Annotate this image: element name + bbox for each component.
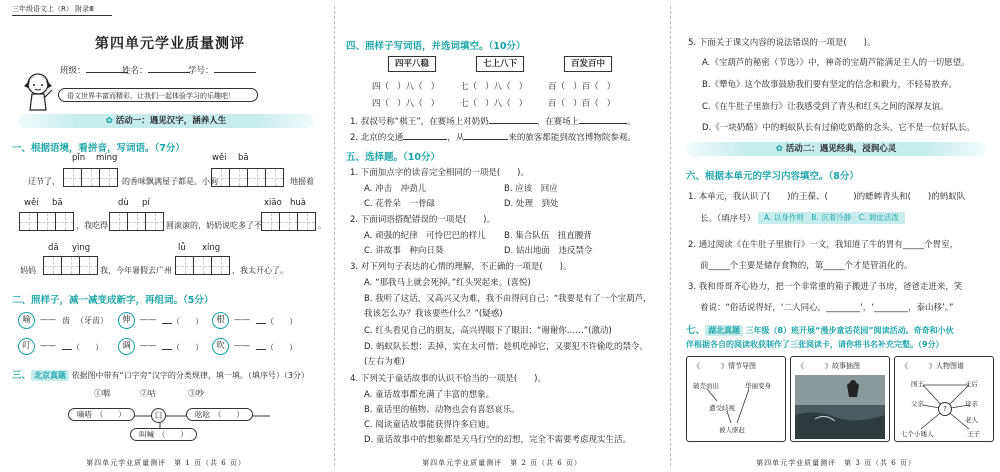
character-node: 七个小矮人 bbox=[901, 430, 934, 438]
example-idiom: 四平八稳 bbox=[388, 56, 436, 72]
option-d[interactable]: D. 蚂蚁队长想：丢掉，实在太可惜；趁机吃掉它，又要犯不许偷吃的禁令。(左右为难) bbox=[364, 342, 648, 367]
page-1 bbox=[0, 0, 332, 472]
option-a[interactable]: A.《宝葫芦的秘密（节选）》中，神奇的宝葫芦能满足主人的一切愿望。 bbox=[702, 58, 970, 68]
option-a[interactable]: A. “那我马上就会死掉。”红头哭起来。(喜悦) bbox=[364, 278, 531, 288]
answer-blank[interactable]: （ ） bbox=[162, 315, 203, 327]
dash: —— bbox=[40, 315, 56, 324]
cartoon-girl-icon bbox=[20, 70, 58, 116]
page-footer: 第四单元学业质量测评 第 3 页（共 6 页） bbox=[756, 459, 916, 467]
option-d[interactable]: D. 钻出地面 违反禁令 bbox=[504, 246, 593, 256]
q1-title: 一、根据语境，看拼音，写词语。（7分） bbox=[12, 143, 185, 154]
story-illustration bbox=[795, 375, 885, 439]
dash: —— bbox=[140, 341, 156, 350]
plot-node: 被人驱赶 bbox=[719, 426, 745, 434]
example-idiom: 七上八下 bbox=[476, 56, 524, 72]
answer-blank[interactable]: （ ） bbox=[256, 315, 297, 327]
option-d[interactable]: D. 处理 到处 bbox=[504, 199, 559, 209]
idiom-row-1[interactable]: 四（ ）八（ ） bbox=[372, 82, 440, 92]
q6-sentence-1[interactable]: 1. 本单元，我认识了( )的王葆、( )的蟋蟀青头和( )的蚂蚁队 bbox=[688, 192, 966, 202]
right-category[interactable]: 吆吆 （ ） bbox=[186, 408, 253, 421]
sentence-text: 地摇着 bbox=[290, 177, 314, 186]
option-b[interactable]: B.《犟龟》这个故事鼓励我们要有坚定的信念和毅力，不轻易放弃。 bbox=[702, 80, 958, 90]
pinyin: míng bbox=[96, 153, 118, 163]
page-divider bbox=[670, 6, 671, 466]
circled-char: 喻 bbox=[18, 312, 35, 329]
q7-title-2: 伴根据各自的阅读收获制作了三张阅读卡，请你将书名补充完整。（9分） bbox=[686, 340, 944, 349]
idiom-row-2[interactable]: 四（ ）八（ ） bbox=[372, 99, 440, 109]
example-word: （牙齿） bbox=[76, 316, 108, 325]
option-c[interactable]: C. 花骨朵 一骨碌 bbox=[364, 199, 435, 209]
pinyin: lǚ bbox=[178, 243, 186, 253]
sentence-text: ，我吃得 bbox=[76, 221, 108, 230]
question-stem: 1. 下面加点字的读音完全相同的一项是( )。 bbox=[350, 168, 529, 178]
answer-blank[interactable]: （ ） bbox=[62, 341, 103, 353]
option: ③吵 bbox=[188, 389, 204, 398]
character-node: 父亲 bbox=[911, 400, 924, 408]
q6-sentence-2b[interactable]: 前_____个主要是储存食物的，第_____个才是管消化的。 bbox=[700, 261, 913, 271]
option-d[interactable]: D. 童话故事中的想象都是天马行空的幻想，完全不需要考虑现实生活。 bbox=[364, 435, 631, 445]
q6-title: 六、根据本单元的学习内容填空。（8分） bbox=[686, 171, 859, 182]
q7-title: 七、 湖北真题 三年级（8）班开展“漫步童话花园”阅读活动。奇奇和小伙 bbox=[686, 325, 954, 336]
q6-sentence-3b[interactable]: 着说：“俗话说得好，‘二人同心，________’，‘________，泰山移’。” bbox=[700, 303, 954, 313]
idiom-row-1[interactable]: 百（ ）百（ ） bbox=[548, 82, 616, 92]
pinyin: bā bbox=[52, 198, 63, 208]
id-label: 学号： bbox=[188, 64, 256, 76]
option-c[interactable]: C. 红头看见自己的朋友，高兴得眼下了眼泪：“谢谢你……”(激动) bbox=[364, 326, 612, 336]
question-stem: 3. 对下列句子表达的心情的理解，不正确的一项是( )。 bbox=[350, 262, 572, 272]
page-2 bbox=[336, 0, 668, 472]
card-title[interactable]: 《 》人物图谱 bbox=[901, 362, 964, 370]
speech-bubble: 语文世界丰富而精彩，让我们一起体验学习的乐趣吧！ bbox=[58, 88, 258, 102]
q6-sentence-3[interactable]: 3. 我和哥哥齐心协力，把一个非常重的箱子搬进了书房，爸爸走进来，笑 bbox=[688, 282, 963, 292]
unknown-character: ? bbox=[938, 402, 952, 416]
q6-sentence-1b: 长。（填序号） bbox=[700, 214, 756, 224]
flower-icon: ✿ bbox=[775, 144, 786, 154]
reading-card-1 bbox=[686, 356, 786, 442]
question-stem: 5. 下面关于课文内容的说法错误的一项是( )。 bbox=[688, 38, 876, 48]
option-a[interactable]: A. 顽强的纪律 可怜巴巴的样儿 bbox=[364, 231, 486, 241]
card-title[interactable]: 《 》故事插图 bbox=[797, 362, 860, 370]
activity-2-banner: ✿ 活动二：遇见经典，浸润心灵 bbox=[686, 142, 986, 156]
class-label: 班级： bbox=[60, 64, 128, 76]
circled-char: 伸 bbox=[118, 312, 135, 329]
reading-card-3 bbox=[894, 356, 994, 442]
writing-grid[interactable] bbox=[176, 256, 230, 275]
activity-1-banner: ✿ 活动一：遇见汉字，涵养人生 bbox=[18, 114, 314, 128]
bottom-category[interactable]: 叫喊 （ ） bbox=[130, 428, 197, 441]
sentence-text: ，我太开心了。 bbox=[232, 266, 288, 275]
sentence-text: 妈妈 bbox=[20, 266, 36, 275]
q5-title: 五、选择题。（10分） bbox=[346, 152, 440, 163]
writing-grid[interactable] bbox=[262, 212, 316, 231]
q6-sentence-2[interactable]: 2. 通过阅读《在牛肚子里旅行》一文，我知道了牛的胃有_____个胃室， bbox=[688, 240, 959, 250]
idiom-row-2[interactable]: 七（ ）八（ ） bbox=[460, 99, 528, 109]
answer-blank[interactable]: （ ） bbox=[162, 341, 203, 353]
character-node: 老人 bbox=[965, 416, 978, 424]
page-title: 第四单元学业质量测评 bbox=[95, 36, 245, 52]
option-a[interactable]: A. 童话故事都充满了丰富的想象。 bbox=[364, 390, 495, 400]
q4-sentence-2[interactable]: 2. 北京的交通 ，从 来的旅客都能到故宫博物院参观。 bbox=[350, 133, 636, 143]
choice-b: B. 沉着冷静 bbox=[811, 213, 852, 222]
sentence-text: 我，今年暑假去广州 bbox=[100, 266, 172, 275]
plot-node: 华丽变身 bbox=[745, 382, 771, 390]
writing-grid[interactable] bbox=[64, 168, 118, 187]
circled-char: 调 bbox=[118, 338, 135, 355]
page-3 bbox=[672, 0, 1000, 472]
page-footer: 第四单元学业质量测评 第 1 页（共 6 页） bbox=[86, 459, 246, 467]
choice-c: C. 调皮活泼 bbox=[858, 213, 899, 222]
pinyin: pí bbox=[142, 198, 150, 208]
dash: —— bbox=[234, 341, 250, 350]
option-b[interactable]: B. 我听了这话，又高兴又为难，我不由得问自己：“我要是有了一个宝葫芦，我该怎么办？我该要些什么？”(疑惑) bbox=[364, 294, 652, 319]
option-b[interactable]: B. 童话里的植物、动物也会有喜怒哀乐。 bbox=[364, 405, 520, 415]
name-label: 姓名： bbox=[122, 64, 190, 76]
choice-a: A. 以身作则 bbox=[764, 213, 804, 222]
left-category[interactable]: 嘀嗒 （ ） bbox=[68, 408, 135, 421]
q4-title: 四、照样子写词语，并选词填空。（10分） bbox=[346, 41, 526, 52]
pinyin: wěi bbox=[212, 153, 227, 163]
q2-title: 二、照样子，减一减变成新字，再组词。（5分） bbox=[12, 295, 214, 306]
q3-title: 三、 北京真题 依据图中带有“口字旁”汉字的分类规律，填一填。（填序号）（3分） bbox=[12, 370, 309, 381]
pinyin: wěi bbox=[24, 198, 39, 208]
center-radical: 口 bbox=[151, 408, 166, 423]
dash: —— bbox=[140, 315, 156, 324]
circled-char: 根 bbox=[212, 312, 229, 329]
option-b[interactable]: B. 集合队伍 扭直腰背 bbox=[504, 231, 592, 241]
writing-grid[interactable] bbox=[20, 212, 74, 231]
pinyin: dù bbox=[118, 198, 129, 208]
option-c[interactable]: C.《在牛肚子里旅行》让我感受到了青头和红头之间的深厚友谊。 bbox=[702, 102, 949, 112]
option-d[interactable]: D.《一块奶酪》中的蚂蚁队长有过偷吃奶酪的念头，它不是一位好队长。 bbox=[702, 123, 975, 133]
q4-sentence-1[interactable]: 1. 叔叔号称“棋王”，在赛场上对奶奶 ，在赛场上 。 bbox=[350, 117, 636, 127]
idiom-row-2[interactable]: 百（ ）百（ ） bbox=[548, 99, 616, 109]
pinyin: huà bbox=[290, 198, 306, 208]
writing-grid[interactable] bbox=[44, 256, 98, 275]
character-node: 王子 bbox=[967, 430, 980, 438]
sentence-text: 迂节了， bbox=[28, 177, 60, 186]
plot-arrows bbox=[687, 357, 787, 443]
question-stem: 2. 下面词语搭配错误的一项是( )。 bbox=[350, 215, 495, 225]
pinyin: pǐn bbox=[72, 153, 86, 163]
choice-bar bbox=[758, 212, 905, 224]
pinyin: dǎ bbox=[48, 243, 59, 253]
card-title[interactable]: 《 》情节导图 bbox=[693, 362, 756, 370]
dash: —— bbox=[40, 341, 56, 350]
pinyin: xiāo bbox=[264, 198, 282, 208]
character-node: 母亲 bbox=[965, 400, 978, 408]
flower-icon: ✿ bbox=[105, 116, 116, 126]
pinyin: xíng bbox=[202, 243, 221, 253]
page-divider bbox=[334, 6, 335, 466]
answer-char: 齿 bbox=[62, 316, 70, 325]
character-node: 国王 bbox=[911, 380, 924, 388]
option-a[interactable]: A. 冲击 冲劲儿 bbox=[364, 184, 427, 194]
plot-node: 遭受歧视 bbox=[709, 404, 735, 412]
option: ②咕 bbox=[140, 389, 156, 398]
character-node: 王后 bbox=[965, 380, 978, 388]
question-stem: 4. 下列关于童话故事的认识不恰当的一项是( )。 bbox=[350, 374, 546, 384]
page-footer: 第四单元学业质量测评 第 2 页（共 6 页） bbox=[422, 459, 582, 467]
pinyin: bā bbox=[238, 153, 249, 163]
circled-char: 吹 bbox=[212, 338, 229, 355]
page-header: 三年级语文上（R） 附录Ⅲ bbox=[12, 4, 112, 16]
plot-node: 破壳而出 bbox=[693, 382, 719, 390]
writing-grid[interactable] bbox=[110, 212, 164, 231]
sentence-text: 。 bbox=[318, 221, 326, 230]
option-c[interactable]: C. 讲故事 种向日葵 bbox=[364, 246, 444, 256]
reading-card-2 bbox=[790, 356, 890, 442]
pinyin: yìng bbox=[72, 243, 91, 253]
option-b[interactable]: B. 应该 回应 bbox=[504, 184, 558, 194]
example-idiom: 百发百中 bbox=[564, 56, 612, 72]
option-c[interactable]: C. 阅读童话故事能获得许多启迪。 bbox=[364, 420, 495, 430]
sentence-text: 圆滚滚的，奶奶说吃多了不 bbox=[166, 221, 262, 230]
option: ①咽 bbox=[94, 389, 110, 398]
idiom-row-1[interactable]: 七（ ）八（ ） bbox=[460, 82, 528, 92]
writing-grid[interactable] bbox=[212, 168, 284, 187]
dash: —— bbox=[234, 315, 250, 324]
answer-blank[interactable]: （ ） bbox=[256, 341, 297, 353]
circled-char: 叮 bbox=[18, 338, 35, 355]
sentence-text: 的香味飘满屋子都是。小狗 bbox=[122, 177, 218, 186]
